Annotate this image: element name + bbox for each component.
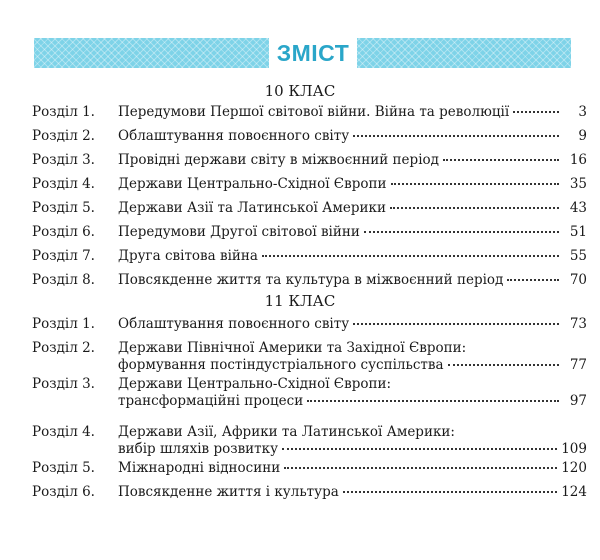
section-number: Розділ 1. bbox=[32, 104, 95, 120]
toc-entry[interactable] bbox=[32, 176, 587, 193]
entry-title: формування постіндустріального суспільства bbox=[118, 357, 444, 373]
entry-title: Держави Північної Америки та Західної Європи: bbox=[118, 340, 467, 356]
entry-title: Повсякденне життя та культура в міжвоєнний період bbox=[118, 272, 504, 288]
page-number: 73 bbox=[569, 316, 587, 332]
toc-entry[interactable] bbox=[32, 340, 587, 374]
section-number: Розділ 5. bbox=[32, 460, 95, 476]
entry-title: Міжнародні відносини bbox=[118, 460, 281, 476]
section-number: Розділ 4. bbox=[32, 176, 95, 192]
class-heading: 11 КЛАС bbox=[264, 292, 336, 310]
class-heading: 10 КЛАС bbox=[264, 82, 336, 100]
dot-leader bbox=[282, 448, 557, 450]
page-number: 9 bbox=[578, 128, 587, 144]
page-number: 51 bbox=[569, 224, 587, 240]
entry-title: Облаштування повоєнного світу bbox=[118, 316, 350, 332]
page-title: ЗМІСТ bbox=[269, 38, 357, 68]
entry-title: Держави Центрально-Східної Європи bbox=[118, 176, 387, 192]
entry-title: трансформаційні процеси bbox=[118, 393, 304, 409]
entry-title: Держави Азії та Латинської Америки bbox=[118, 200, 386, 216]
toc-entry[interactable] bbox=[32, 248, 587, 265]
dot-leader bbox=[307, 400, 559, 402]
page-number: 43 bbox=[569, 200, 587, 216]
dot-leader bbox=[364, 231, 559, 233]
page-number: 77 bbox=[569, 357, 587, 373]
dot-leader bbox=[443, 159, 559, 161]
dot-leader bbox=[507, 279, 559, 281]
toc-entry[interactable] bbox=[32, 484, 587, 501]
section-number: Розділ 5. bbox=[32, 200, 95, 216]
toc-entry[interactable] bbox=[32, 104, 587, 121]
page-number: 35 bbox=[569, 176, 587, 192]
page-number: 55 bbox=[569, 248, 587, 264]
toc-entry[interactable] bbox=[32, 128, 587, 145]
dot-leader bbox=[262, 255, 559, 257]
toc-entry[interactable] bbox=[32, 200, 587, 217]
entry-title: Повсякденне життя і культура bbox=[118, 484, 339, 500]
entry-title: Держави Азії, Африки та Латинської Америки: bbox=[118, 424, 455, 440]
section-number: Розділ 6. bbox=[32, 484, 95, 500]
section-number: Розділ 3. bbox=[32, 152, 95, 168]
dot-leader bbox=[390, 207, 559, 209]
toc-entry[interactable] bbox=[32, 424, 587, 458]
toc-entry[interactable] bbox=[32, 152, 587, 169]
page-number: 70 bbox=[569, 272, 587, 288]
section-number: Розділ 7. bbox=[32, 248, 95, 264]
section-number: Розділ 6. bbox=[32, 224, 95, 240]
toc-entry[interactable] bbox=[32, 376, 587, 410]
dot-leader bbox=[448, 364, 559, 366]
dot-leader bbox=[343, 491, 557, 493]
page-number: 120 bbox=[561, 460, 587, 476]
page-number: 3 bbox=[578, 104, 587, 120]
entry-title: Держави Центрально-Східної Європи: bbox=[118, 376, 392, 392]
entry-title: Друга світова війна bbox=[118, 248, 258, 264]
dot-leader bbox=[353, 135, 559, 137]
entry-title: Передумови Другої світової війни bbox=[118, 224, 360, 240]
section-number: Розділ 3. bbox=[32, 376, 95, 392]
section-number: Розділ 4. bbox=[32, 424, 95, 440]
entry-title: Облаштування повоєнного світу bbox=[118, 128, 350, 144]
toc-entry[interactable] bbox=[32, 272, 587, 289]
section-number: Розділ 2. bbox=[32, 128, 95, 144]
page-number: 16 bbox=[569, 152, 587, 168]
section-number: Розділ 8. bbox=[32, 272, 95, 288]
section-number: Розділ 1. bbox=[32, 316, 95, 332]
dot-leader bbox=[284, 467, 557, 469]
entry-title: Передумови Першої світової війни. Війна та революції bbox=[118, 104, 510, 120]
toc-entry[interactable] bbox=[32, 316, 587, 333]
dot-leader bbox=[391, 183, 560, 185]
entry-title: Провідні держави світу в міжвоєнний період bbox=[118, 152, 439, 168]
dot-leader bbox=[353, 323, 559, 325]
page-number: 124 bbox=[561, 484, 587, 500]
section-number: Розділ 2. bbox=[32, 340, 95, 356]
page-number: 109 bbox=[561, 441, 587, 457]
page-number: 97 bbox=[569, 393, 587, 409]
entry-title: вибір шляхів розвитку bbox=[118, 441, 279, 457]
toc-entry[interactable] bbox=[32, 460, 587, 477]
toc-entry[interactable] bbox=[32, 224, 587, 241]
dot-leader bbox=[513, 111, 559, 113]
